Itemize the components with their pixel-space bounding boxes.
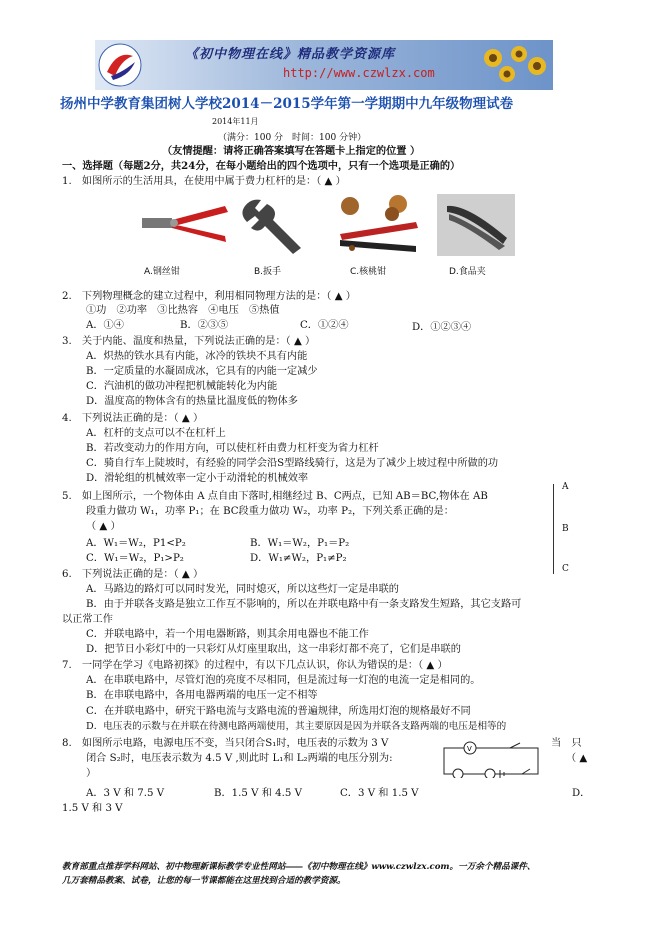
q2-option-c: C．①②④	[300, 320, 349, 331]
q8-option-b: B．1.5 V 和 4.5 V	[214, 788, 302, 799]
footer	[62, 860, 602, 888]
q4-option-c: C．骑自行车上陡坡时，有经验的同学会沿S型路线骑行，这是为了减少上坡过程中所做的功	[86, 458, 499, 469]
q5-line1: 5. 如上图所示，一个物体由 A 点自由下落时,相继经过 B、C两点，已知 AB＝BC,物体在 AB	[62, 491, 488, 502]
circuit-icon	[440, 740, 542, 778]
banner-url[interactable]: http://www.czwlzx.com	[283, 66, 435, 80]
q8-circuit-diagram	[440, 740, 542, 778]
exam-date: 2014年11月	[212, 117, 259, 126]
q2-stem: 2. 下列物理概念的建立过程中，利用相同物理方法的是：（ ▲ ）	[62, 291, 356, 302]
q8-mark: （ ▲	[566, 753, 588, 764]
q8-option-d: D．	[572, 788, 591, 799]
q6-option-d: D．把节日小彩灯中的一只彩灯从灯座里取出，这一串彩灯都不亮了，它们是串联的	[86, 644, 461, 655]
q8-line1: 8. 如图所示电路，电源电压不变，当只闭合S₁时，电压表的示数为 3 V	[62, 738, 389, 749]
section-heading: 一、选择题（每题2分，共24分，在每小题给出的四个选项中，只有一个选项是正确的）	[62, 160, 461, 172]
q6-option-c: C．并联电路中，若一个用电器断路，则其余用电器也不能工作	[86, 629, 369, 640]
q3-option-b: B．一定质量的水凝固成冰，它具有的内能一定减少	[86, 366, 318, 377]
q7-option-d: D．电压表的示数与在并联在待测电路两端使用，其主要原因是因为并联各支路两端的电压是相等的	[86, 721, 507, 732]
site-logo-icon	[97, 42, 143, 88]
q2-option-a: A．①④	[86, 320, 124, 331]
q4-option-a: A．杠杆的支点可以不在杠杆上	[86, 428, 226, 439]
q5-label-c: C	[562, 564, 569, 574]
wrench-icon	[237, 196, 307, 258]
q5-option-d: D．W₁≠W₂，P₁≠P₂	[250, 553, 347, 564]
q3-option-c: C．汽油机的做功冲程把机械能转化为内能	[86, 381, 278, 392]
q1-caption-d: D.食品夹	[449, 267, 486, 277]
q1-caption-b: B.扳手	[254, 267, 282, 277]
q2-items: ①功 ②功率 ③比热容 ④电压 ⑤热值	[86, 305, 280, 316]
q5-mark: （ ▲ ）	[86, 521, 121, 532]
pliers-icon	[140, 196, 230, 256]
q8-option-d-value: 1.5 V 和 3 V	[62, 803, 123, 814]
food-tongs-icon	[437, 194, 515, 256]
q4-stem: 4. 下列说法正确的是：（ ▲ ）	[62, 413, 204, 424]
q7-stem: 7. 一同学在学习《电路初探》的过程中，有以下几点认识，你认为错误的是：（ ▲ ）	[62, 660, 448, 671]
q2-option-b: B．②③⑤	[180, 320, 229, 331]
sunflower-icon	[479, 44, 549, 88]
footer-line2: 几万套精品教案、试卷，让您的每一节课都能在这里找到合适的教学资源。	[62, 876, 346, 886]
q4-option-b: B．若改变动力的作用方向，可以使杠杆由费力杠杆变为省力杠杆	[86, 443, 379, 454]
site-banner	[95, 40, 553, 90]
q8-option-a: A．3 V 和 7.5 V	[86, 788, 165, 799]
q1-image-tongs	[437, 194, 515, 256]
q1-caption-a: A.钢丝钳	[144, 267, 180, 277]
q5-fall-line	[553, 484, 554, 574]
footer-line1: 教育部重点推荐学科网站、初中物理新课标教学专业性网站――《初中物理在线》www.czwlzx.com。一万余个精品课件、	[62, 862, 536, 872]
q5-option-a: A．W₁＝W₂，P1<P₂	[86, 538, 186, 549]
banner-slogan: 《初中物理在线》精品教学资源库	[185, 47, 396, 62]
q1-image-wrench	[237, 196, 307, 258]
q6-option-a: A．马路边的路灯可以同时发光，同时熄灭，所以这些灯一定是串联的	[86, 584, 399, 595]
nutcracker-icon	[332, 194, 422, 258]
q6-stem: 6. 下列说法正确的是：（ ▲ ）	[62, 569, 204, 580]
q8-option-c: C．3 V 和 1.5 V	[340, 788, 419, 799]
q1-stem: 1. 如图所示的生活用具，在使用中属于费力杠杆的是：（ ▲ ）	[62, 176, 346, 187]
q4-option-d: D．滑轮组的机械效率一定小于动滑轮的机械效率	[86, 473, 309, 484]
exam-title: 扬州中学教育集团树人学校2014－2015学年第一学期期中九年级物理试卷	[60, 96, 514, 112]
q5-option-b: B．W₁＝W₂，P₁＝P₂	[250, 538, 350, 549]
q8-line2: 闭合 S₂时，电压表示数为 4.5 V ,则此时 L₁和 L₂两端的电压分别为:	[86, 753, 393, 764]
score-time: （满分：100 分 时间：100 分钟）	[218, 133, 367, 143]
q3-option-a: A．炽热的铁水具有内能，冰冷的铁块不具有内能	[86, 351, 308, 362]
reminder: （友情提醒：请将正确答案填写在答题卡上指定的位置 ）	[162, 145, 421, 157]
q6-option-b1: B．由于并联各支路是独立工作互不影响的，所以在并联电路中有一条支路发生短路，其它支路可	[86, 599, 522, 610]
q2-option-d: D．①②③④	[412, 322, 472, 333]
q7-option-a: A．在串联电路中，尽管灯泡的亮度不尽相同，但是流过每一灯泡的电流一定是相同的。	[86, 675, 481, 686]
q8-close: ）	[86, 768, 97, 779]
q5-option-c: C．W₁＝W₂，P₁>P₂	[86, 553, 184, 564]
q5-label-a: A	[562, 482, 569, 492]
q8-line1b: 当 只	[551, 738, 582, 749]
q1-image-pliers	[140, 196, 230, 256]
q1-image-nutcracker	[332, 194, 422, 258]
q7-option-c: C．在并联电路中，研究干路电流与支路电流的普遍规律，所选用灯泡的规格最好不同	[86, 706, 471, 717]
q6-option-b2: 以正常工作	[62, 614, 113, 625]
q1-caption-c: C.核桃钳	[350, 267, 387, 277]
q5-label-b: B	[562, 524, 569, 534]
q5-line2: 段重力做功 W₁，功率 P₁；在 BC段重力做功 W₂，功率 P₂，下列关系正确的是：	[86, 506, 454, 517]
svg-text:V: V	[467, 745, 472, 753]
q3-option-d: D．温度高的物体含有的热量比温度低的物体多	[86, 396, 298, 407]
q3-stem: 3. 关于内能、温度和热量，下列说法正确的是：（ ▲ ）	[62, 336, 316, 347]
q7-option-b: B．在串联电路中，各用电器两端的电压一定不相等	[86, 690, 318, 701]
